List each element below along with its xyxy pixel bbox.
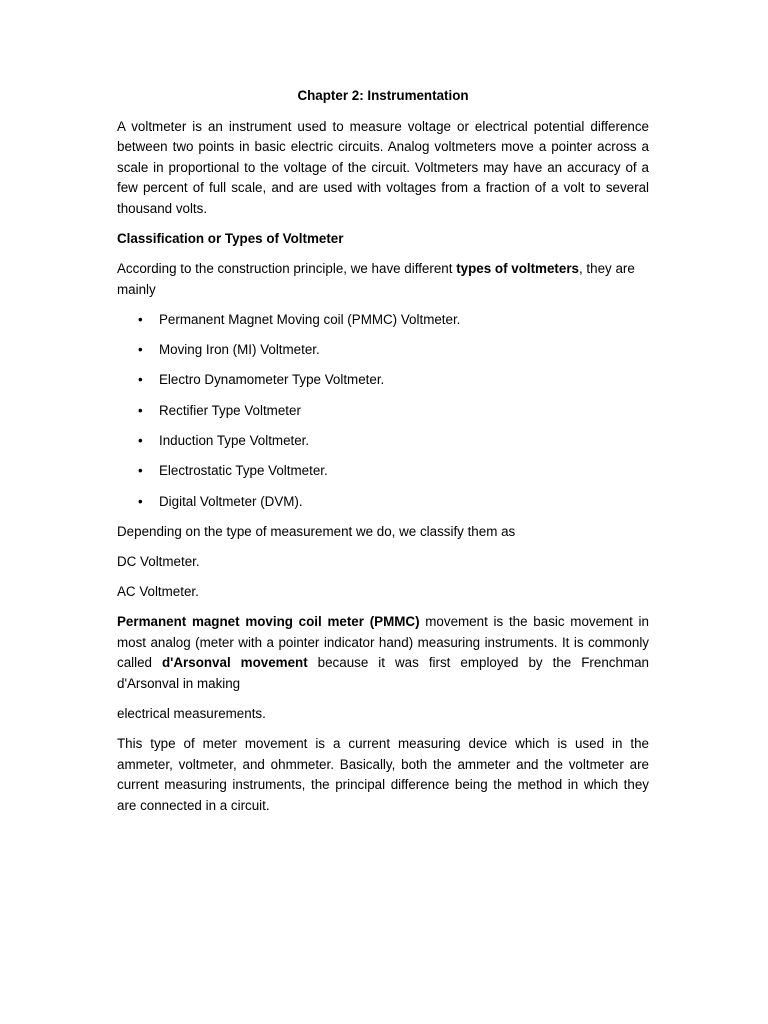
- construction-text-before: According to the construction principle, we have different: [117, 261, 457, 277]
- list-item-text: Rectifier Type Voltmeter: [159, 402, 301, 418]
- dc-voltmeter-line: DC Voltmeter.: [117, 553, 200, 569]
- construction-paragraph: [117, 259, 649, 300]
- pmmc-continuation: electrical measurements.: [117, 705, 266, 721]
- meter-movement-paragraph: This type of meter movement is a current measuring device which is used in the ammeter, voltmeter, and ohmmeter. Basically, both the ammeter and the voltmeter are current measuring instruments, the principal difference being the method in which they are connected in a circuit.: [117, 736, 649, 813]
- list-item: [117, 492, 649, 513]
- pmmc-text-part1: movement is the basic movement in most analog (meter with a pointer indicator hand) measuring instruments. It is commonly called: [117, 614, 649, 671]
- measurement-intro: Depending on the type of measurement we do, we classify them as: [117, 523, 516, 539]
- bullet-point: •: [138, 311, 143, 327]
- darsonval-bold-term: d'Arsonval movement: [162, 655, 308, 671]
- list-item: [117, 340, 649, 361]
- bullet-point: •: [138, 402, 143, 418]
- pmmc-text-part2: because it was first employed by the Frenchman d'Arsonval in making: [117, 655, 649, 691]
- list-item-text: Induction Type Voltmeter.: [159, 432, 310, 448]
- bullet-point: •: [138, 342, 143, 358]
- classification-heading: Classification or Types of Voltmeter: [117, 231, 344, 247]
- list-item: [117, 401, 649, 422]
- list-item: [117, 461, 649, 482]
- bullet-point: •: [138, 432, 143, 448]
- list-item: [117, 431, 649, 452]
- intro-paragraph: A voltmeter is an instrument used to measure voltage or electrical potential difference between two points in basic electric circuits. Analog voltmeters move a pointer across a scale in proportional to the voltage of the circuit. Voltmeters may have an accuracy of a few percent of full scale, and are used with voltages from a fraction of a volt to several thousand volts.: [117, 118, 649, 216]
- list-item-text: Digital Voltmeter (DVM).: [159, 493, 303, 509]
- construction-bold-text: types of voltmeters: [456, 261, 579, 277]
- bullet-point: •: [138, 372, 143, 388]
- chapter-title: Chapter 2: Instrumentation: [297, 88, 469, 103]
- list-item: [117, 310, 649, 331]
- construction-text-after: , they are mainly: [117, 261, 635, 297]
- pmmc-paragraph: [117, 612, 649, 694]
- pmmc-bold-term: Permanent magnet moving coil meter (PMMC): [117, 614, 420, 630]
- list-item-text: Moving Iron (MI) Voltmeter.: [159, 342, 320, 358]
- document-content: [117, 86, 649, 826]
- list-item: [117, 370, 649, 391]
- bullet-point: •: [138, 463, 143, 479]
- list-item-text: Permanent Magnet Moving coil (PMMC) Voltmeter.: [159, 311, 461, 327]
- list-item-text: Electro Dynamometer Type Voltmeter.: [159, 372, 385, 388]
- ac-voltmeter-line: AC Voltmeter.: [117, 584, 199, 599]
- bullet-point: •: [138, 493, 143, 509]
- list-item-text: Electrostatic Type Voltmeter.: [159, 463, 328, 479]
- voltmeter-types-list: [117, 310, 649, 512]
